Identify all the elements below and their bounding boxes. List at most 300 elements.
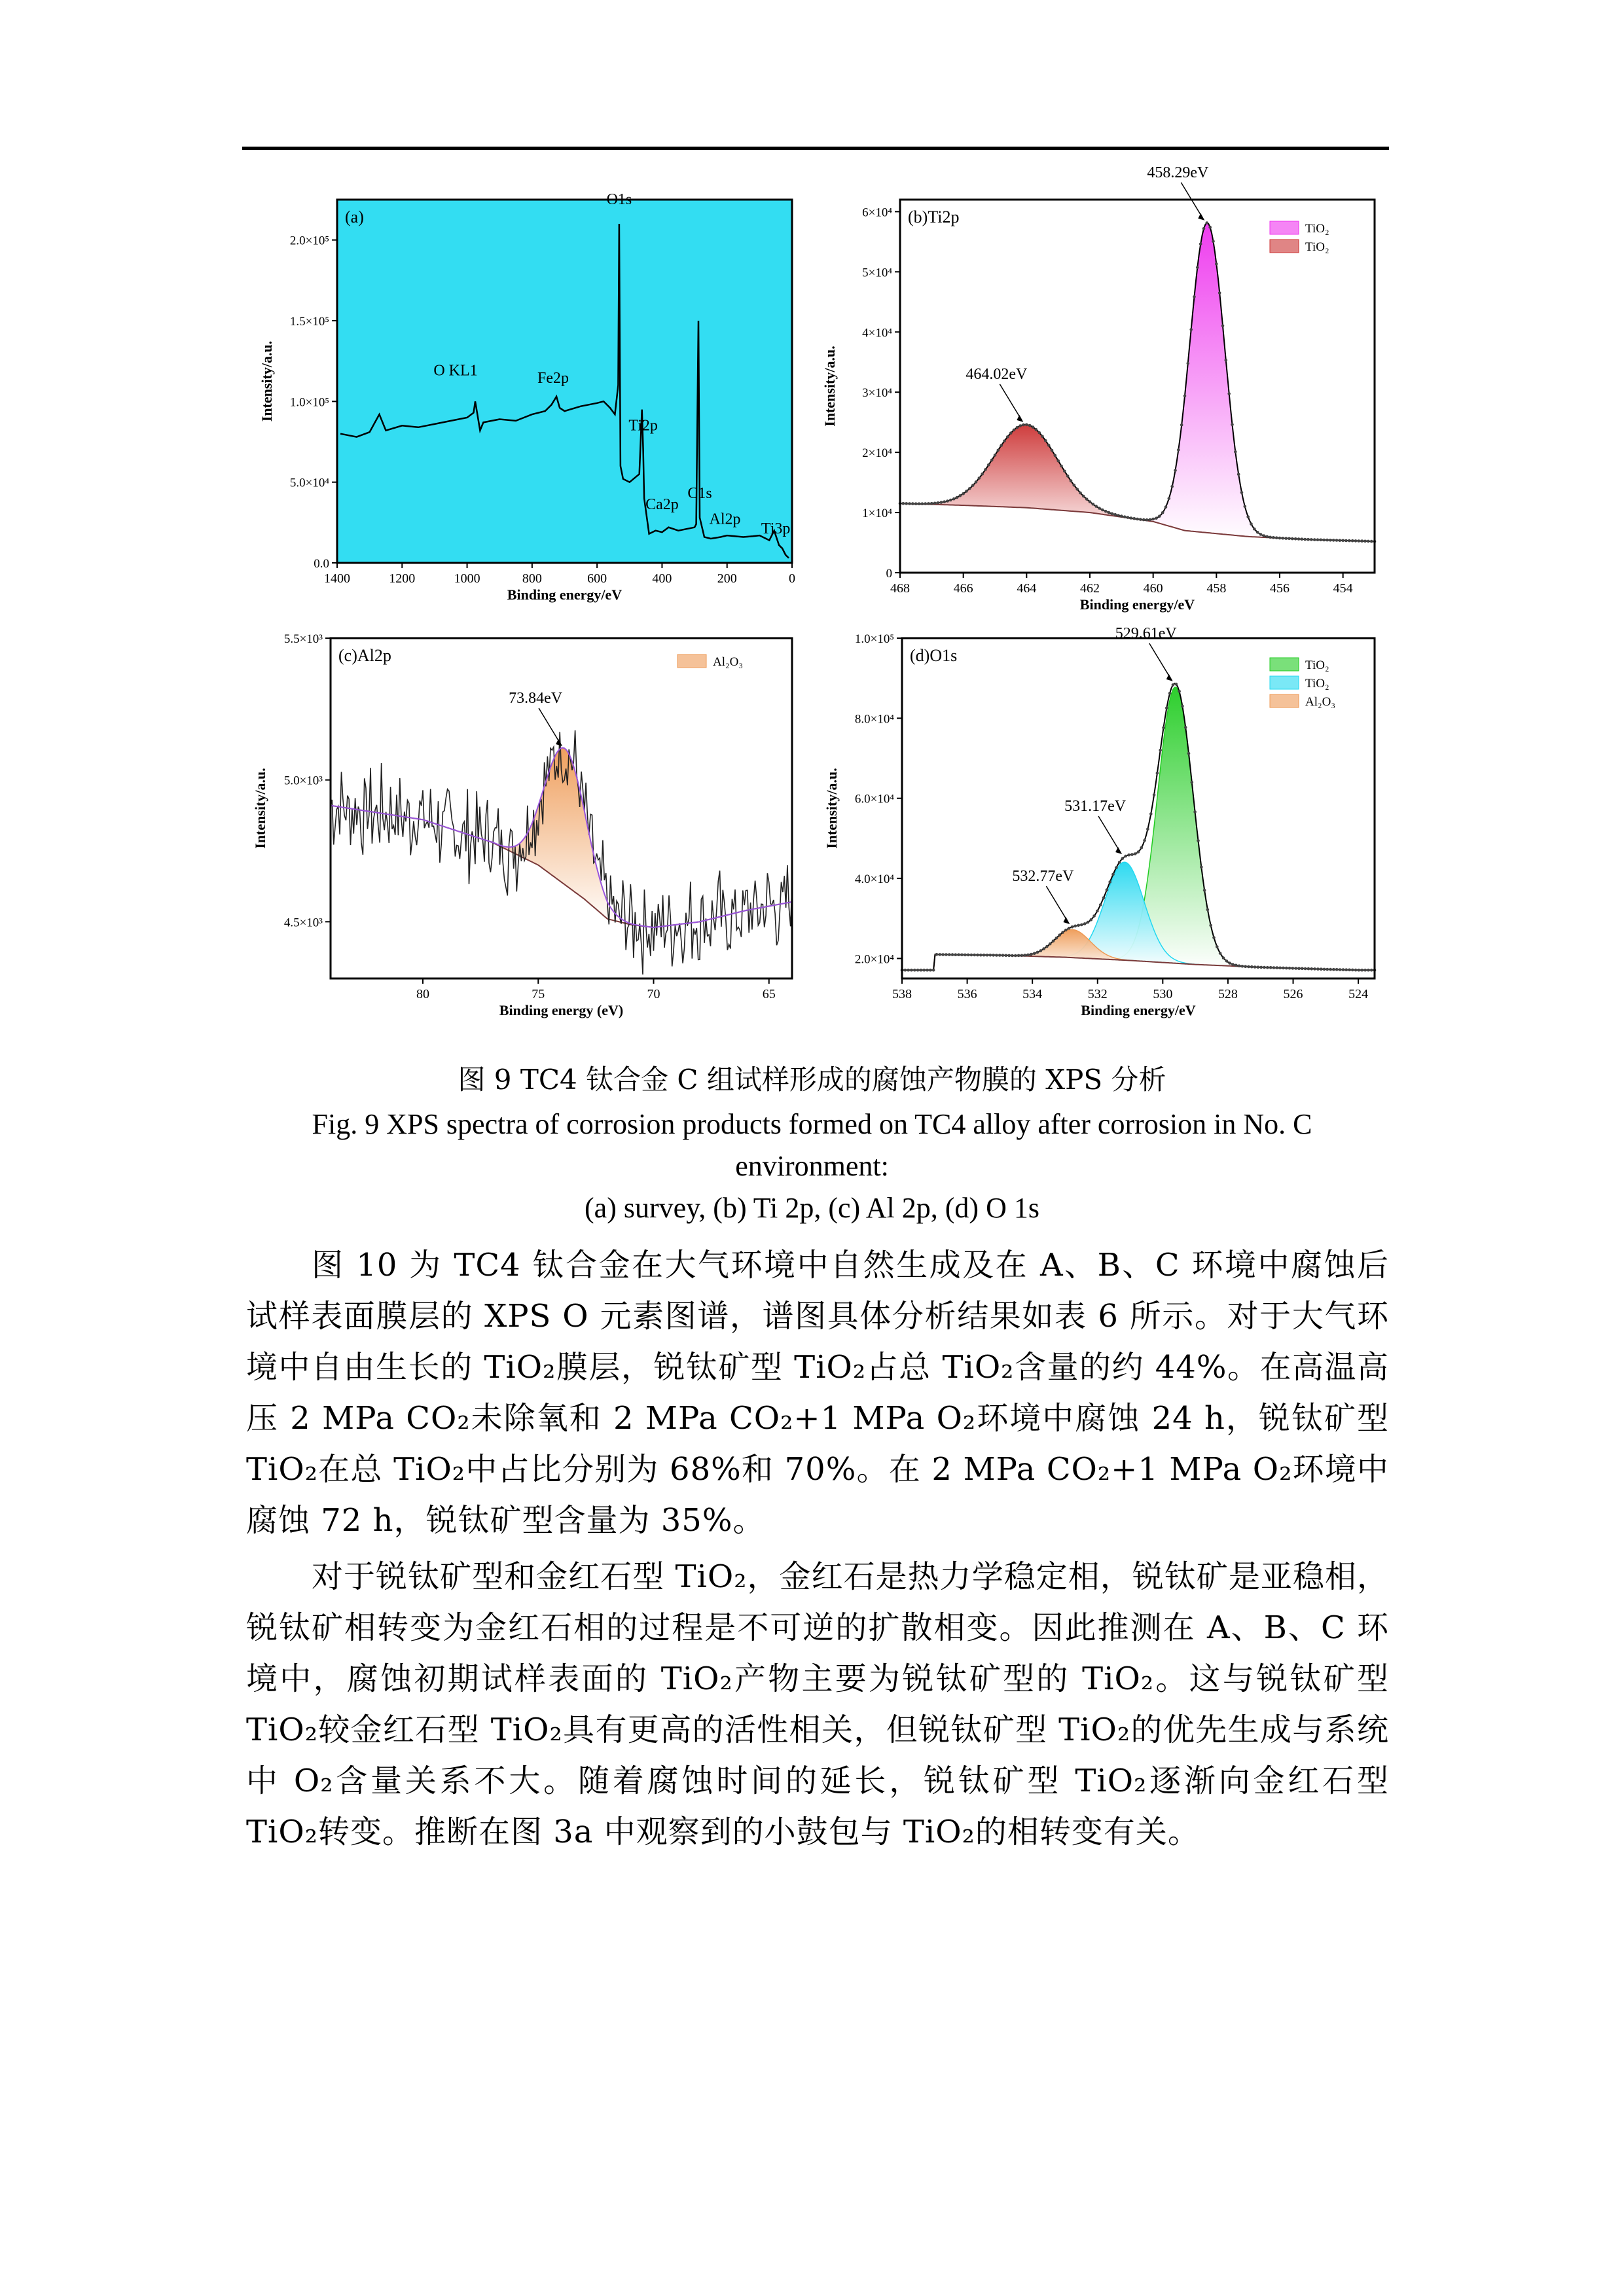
- peak-annotation: Ti3p: [761, 520, 791, 537]
- data-point: [992, 954, 995, 957]
- data-point: [976, 954, 979, 957]
- data-point: [997, 449, 1000, 452]
- data-point: [1348, 969, 1351, 972]
- data-point: [1158, 514, 1161, 518]
- data-point: [970, 954, 973, 957]
- x-tick-label: 468: [890, 581, 910, 596]
- data-point: [1177, 448, 1180, 452]
- data-point: [1183, 395, 1187, 398]
- data-point: [1149, 812, 1153, 816]
- data-point: [922, 969, 926, 972]
- legend-label: TiO₂: [1305, 677, 1329, 691]
- data-point: [940, 501, 943, 504]
- data-point: [1197, 839, 1200, 842]
- y-tick-label: 1.0×10⁵: [854, 632, 894, 646]
- data-point: [1049, 942, 1052, 946]
- data-point: [1134, 852, 1137, 855]
- data-point: [1174, 469, 1177, 473]
- data-point: [908, 502, 911, 505]
- data-point: [1272, 536, 1275, 539]
- x-tick-label: 200: [717, 571, 737, 586]
- data-point: [1244, 505, 1247, 509]
- y-tick-label: 4.5×10³: [283, 916, 323, 930]
- y-tick-label: 2.0×10⁴: [854, 952, 894, 967]
- data-point: [1225, 960, 1229, 963]
- peak-annotation: Fe2p: [537, 370, 569, 387]
- data-point: [1068, 927, 1071, 930]
- data-point: [1099, 903, 1102, 906]
- data-point: [959, 494, 962, 497]
- data-point: [1035, 428, 1038, 431]
- data-point: [1120, 514, 1123, 518]
- data-point: [1367, 540, 1370, 543]
- data-point: [981, 473, 984, 476]
- x-tick-label: 400: [652, 571, 672, 586]
- data-point: [1215, 262, 1218, 266]
- data-point: [943, 500, 946, 503]
- data-point: [1276, 966, 1279, 969]
- data-point: [1335, 539, 1339, 542]
- y-tick-label: 6.0×10⁴: [854, 792, 894, 806]
- x-tick-label: 456: [1270, 581, 1290, 596]
- data-point: [913, 969, 916, 972]
- data-point: [948, 953, 951, 956]
- data-point: [1187, 362, 1190, 365]
- data-point: [1047, 444, 1051, 447]
- data-point: [987, 463, 990, 467]
- data-point: [1060, 465, 1063, 468]
- data-point: [1322, 539, 1326, 542]
- x-tick-label: 1400: [324, 571, 350, 586]
- data-point: [1132, 517, 1136, 520]
- x-tick-label: 1200: [389, 571, 416, 586]
- data-point: [904, 969, 907, 972]
- data-point: [1294, 537, 1297, 541]
- data-point: [1326, 539, 1329, 542]
- data-point: [1363, 969, 1367, 972]
- data-point: [1108, 511, 1111, 514]
- data-point: [1329, 539, 1332, 542]
- data-point: [1153, 793, 1156, 797]
- data-point: [1101, 509, 1104, 512]
- data-point: [1360, 539, 1363, 543]
- ti2p-chart: [818, 164, 1388, 615]
- data-point: [1193, 295, 1196, 298]
- legend-swatch: [1270, 240, 1299, 253]
- x-axis-label: Binding energy/eV: [1079, 596, 1195, 613]
- peak-annotation: 458.29eV: [1147, 164, 1209, 181]
- data-point: [1056, 459, 1060, 463]
- chart-panel-a: [242, 191, 805, 615]
- data-point: [957, 953, 960, 956]
- data-point: [1310, 967, 1313, 971]
- figure-caption-en-line1: Fig. 9 XPS spectra of corrosion products formed on TC4 alloy after corrosion in No. C: [312, 1108, 1312, 1140]
- x-tick-label: 454: [1333, 581, 1353, 596]
- body-paragraph-2: [246, 1551, 1389, 1857]
- data-point: [1335, 968, 1339, 971]
- y-tick-label: 8.0×10⁴: [854, 712, 894, 726]
- data-point: [1196, 266, 1199, 269]
- y-tick-label: 0.0: [314, 557, 329, 571]
- data-point: [975, 480, 978, 484]
- data-point: [1272, 966, 1276, 969]
- y-tick-label: 5.0×10⁴: [289, 476, 329, 490]
- data-point: [1054, 454, 1057, 457]
- data-point: [907, 969, 910, 972]
- data-point: [1344, 539, 1348, 543]
- data-point: [1304, 967, 1307, 971]
- data-point: [1044, 439, 1047, 442]
- y-tick-label: 1×10⁴: [862, 507, 892, 521]
- data-point: [911, 502, 914, 505]
- data-point: [1146, 518, 1149, 522]
- y-axis-label: Intensity/a.u.: [259, 340, 275, 422]
- data-point: [1108, 880, 1111, 884]
- data-point: [1096, 910, 1099, 913]
- x-tick-label: 536: [957, 987, 977, 1001]
- data-point: [949, 499, 952, 502]
- data-point: [1206, 221, 1209, 224]
- data-point: [1297, 967, 1301, 970]
- data-point: [1011, 954, 1014, 958]
- x-tick-label: 800: [522, 571, 542, 586]
- data-point: [1238, 964, 1241, 967]
- y-axis-label: Intensity/a.u.: [821, 346, 838, 427]
- data-point: [994, 454, 997, 457]
- data-point: [932, 969, 935, 972]
- data-point: [1351, 969, 1354, 972]
- data-point: [1136, 518, 1139, 521]
- data-point: [1212, 240, 1215, 243]
- data-point: [1009, 431, 1013, 435]
- data-point: [984, 468, 987, 471]
- data-point: [1341, 539, 1344, 543]
- data-point: [1000, 444, 1003, 447]
- peak-annotation: Ca2p: [645, 496, 679, 514]
- data-point: [1017, 954, 1020, 958]
- data-point: [1130, 516, 1133, 520]
- y-tick-label: 6×10⁴: [862, 206, 892, 220]
- data-point: [1265, 535, 1269, 539]
- data-point: [989, 954, 992, 957]
- data-point: [1061, 931, 1064, 934]
- data-point: [1170, 485, 1174, 488]
- data-point: [1348, 539, 1351, 543]
- legend-label: TiO₂: [1305, 222, 1329, 236]
- data-point: [1278, 537, 1282, 540]
- data-point: [1288, 967, 1291, 970]
- data-point: [1187, 752, 1191, 755]
- legend-swatch: [677, 655, 706, 668]
- data-point: [1351, 539, 1354, 543]
- y-tick-label: 5×10⁴: [862, 266, 892, 280]
- y-axis-label: Intensity/a.u.: [252, 768, 268, 849]
- data-point: [945, 953, 948, 956]
- y-tick-label: 3×10⁴: [862, 386, 892, 401]
- data-point: [1087, 921, 1090, 924]
- data-point: [1023, 954, 1026, 957]
- peak-annotation: C1s: [687, 484, 712, 502]
- data-point: [1089, 500, 1092, 503]
- data-point: [1123, 515, 1127, 518]
- data-point: [1115, 866, 1118, 869]
- data-point: [971, 484, 975, 487]
- x-axis-label: Binding energy (eV): [499, 1002, 624, 1018]
- data-point: [1106, 888, 1109, 891]
- data-point: [1077, 924, 1080, 927]
- data-point: [1137, 850, 1140, 853]
- legend-label: TiO₂: [1305, 658, 1329, 672]
- data-point: [1228, 961, 1231, 965]
- data-point: [1222, 956, 1225, 960]
- data-point: [1161, 511, 1164, 514]
- data-point: [933, 502, 937, 505]
- legend-label: Al₂O₃: [1305, 695, 1335, 709]
- peak-annotation: O1s: [606, 191, 632, 208]
- data-point: [1058, 933, 1061, 937]
- x-tick-label: 80: [416, 987, 429, 1001]
- data-point: [1184, 726, 1187, 729]
- panel-title: (a): [345, 207, 364, 226]
- data-point: [1051, 449, 1054, 452]
- data-point: [1332, 539, 1335, 542]
- data-point: [905, 502, 908, 505]
- data-point: [1030, 953, 1033, 956]
- x-tick-label: 466: [953, 581, 973, 596]
- data-point: [1202, 227, 1206, 230]
- data-point: [935, 953, 939, 956]
- x-tick-label: 65: [762, 987, 776, 1001]
- data-point: [1142, 518, 1146, 522]
- data-point: [1263, 966, 1266, 969]
- data-point: [1275, 536, 1278, 539]
- x-tick-label: 458: [1206, 581, 1227, 596]
- y-tick-label: 1.0×10⁵: [289, 395, 329, 410]
- data-point: [1181, 705, 1184, 708]
- data-point: [1127, 853, 1130, 857]
- legend-swatch: [1270, 694, 1299, 708]
- data-point: [1278, 967, 1282, 970]
- data-point: [927, 502, 930, 505]
- data-point: [1019, 424, 1022, 427]
- data-point: [1127, 516, 1130, 519]
- data-point: [1111, 512, 1114, 516]
- data-point: [1038, 431, 1041, 435]
- data-point: [1193, 810, 1197, 814]
- data-point: [1354, 969, 1358, 972]
- data-point: [1313, 967, 1316, 971]
- figure-caption-en-line2: environment:: [735, 1150, 889, 1182]
- data-point: [1209, 924, 1212, 927]
- data-point: [1363, 540, 1367, 543]
- data-point: [1259, 533, 1263, 536]
- data-point: [1307, 967, 1310, 971]
- data-point: [1066, 475, 1070, 478]
- data-point: [1259, 966, 1263, 969]
- survey-chart: [242, 191, 805, 615]
- data-point: [1104, 510, 1108, 513]
- data-point: [1367, 969, 1370, 972]
- data-point: [1055, 937, 1058, 940]
- y-axis-label: Intensity/a.u.: [823, 768, 840, 849]
- data-point: [1041, 435, 1044, 438]
- data-point: [1250, 965, 1254, 969]
- paragraph-2-text: 对于锐钛矿型和金红石型 TiO₂，金红石是热力学稳定相，锐钛矿是亚稳相，锐钛矿相转变为金红石相的过程是不可逆的扩散相变。因此推测在 A、B、C 环境中，腐蚀初期试样表面的 TiO₂产物主要为锐钛矿型的 TiO₂。这与锐钛矿型 TiO₂较金红石型 TiO₂具有更高的活性相关，但锐钛矿型 TiO₂的优先生成与系统中 O₂含量关系不大。随着腐蚀时间的延长，锐钛矿型 TiO₂逐渐向金红石型 TiO₂转变。推断在图 3a 中观察到的小鼓包与 TiO₂的相转变有关。: [246, 1558, 1389, 1850]
- x-tick-label: 0: [789, 571, 795, 586]
- data-point: [965, 490, 968, 493]
- data-point: [1079, 492, 1082, 495]
- data-point: [1022, 423, 1025, 427]
- peak-annotation: O KL1: [433, 362, 478, 380]
- data-point: [941, 953, 945, 956]
- data-point: [1358, 539, 1361, 543]
- data-point: [951, 953, 954, 956]
- data-point: [1102, 896, 1106, 899]
- data-point: [1039, 949, 1043, 952]
- legend-label: Al₂O₃: [713, 655, 743, 669]
- data-point: [1111, 873, 1115, 876]
- peak-annotation: 529.61eV: [1115, 624, 1177, 642]
- data-point: [1168, 497, 1171, 500]
- data-point: [1342, 968, 1345, 971]
- data-point: [1370, 969, 1373, 972]
- data-point: [1241, 965, 1244, 968]
- data-point: [1285, 967, 1288, 970]
- data-point: [1082, 495, 1085, 498]
- data-point: [1113, 513, 1117, 516]
- data-point: [1316, 967, 1320, 971]
- data-point: [902, 502, 905, 505]
- data-point: [1001, 954, 1005, 957]
- data-point: [946, 499, 949, 503]
- data-point: [1006, 435, 1009, 439]
- x-tick-label: 600: [587, 571, 607, 586]
- plot-background: [900, 200, 1375, 573]
- data-point: [1320, 967, 1323, 971]
- data-point: [998, 954, 1001, 957]
- data-point: [978, 476, 981, 480]
- data-point: [1360, 969, 1363, 972]
- legend-swatch: [1270, 676, 1299, 689]
- data-point: [1071, 925, 1074, 929]
- data-point: [1032, 425, 1035, 429]
- data-point: [1234, 450, 1237, 454]
- data-point: [1250, 522, 1253, 526]
- data-point: [1092, 503, 1095, 506]
- data-point: [1291, 537, 1294, 541]
- data-point: [1092, 914, 1096, 918]
- data-point: [1212, 936, 1216, 939]
- data-point: [1203, 889, 1206, 892]
- data-point: [1263, 534, 1266, 537]
- data-point: [1162, 726, 1165, 730]
- data-point: [1155, 516, 1158, 520]
- data-point: [1042, 947, 1045, 950]
- data-point: [1269, 536, 1272, 539]
- data-point: [929, 969, 932, 972]
- data-point: [1320, 539, 1323, 542]
- data-point: [1124, 855, 1127, 858]
- x-tick-label: 464: [1017, 581, 1037, 596]
- x-tick-label: 460: [1143, 581, 1163, 596]
- data-point: [1121, 857, 1125, 860]
- data-point: [1231, 423, 1234, 427]
- data-point: [939, 953, 942, 956]
- x-tick-label: 530: [1153, 987, 1173, 1001]
- x-axis-label: Binding energy/eV: [1081, 1002, 1196, 1018]
- data-point: [1118, 861, 1121, 864]
- data-point: [1146, 828, 1149, 831]
- data-point: [1316, 538, 1320, 541]
- data-point: [916, 969, 920, 972]
- data-point: [1339, 968, 1342, 971]
- data-point: [937, 501, 940, 505]
- data-point: [1073, 484, 1076, 487]
- panel-title: (c)Al2p: [338, 646, 391, 665]
- data-point: [1005, 954, 1008, 958]
- data-point: [1266, 966, 1269, 969]
- data-point: [1237, 473, 1240, 476]
- data-point: [1075, 488, 1079, 491]
- figure-caption-en: [0, 1103, 1624, 1187]
- data-point: [1064, 929, 1068, 932]
- data-point: [960, 954, 964, 957]
- data-point: [1090, 918, 1093, 922]
- y-tick-label: 2.0×10⁵: [289, 234, 329, 248]
- data-point: [1354, 539, 1358, 543]
- data-point: [954, 953, 958, 956]
- paragraph-1-text: 图 10 为 TC4 钛合金在大气环境中自然生成及在 A、B、C 环境中腐蚀后试样表面膜层的 XPS O 元素图谱，谱图具体分析结果如表 6 所示。对于大气环境中自由生长的 TiO₂膜层，锐钛矿型 TiO₂占总 TiO₂含量的约 44%。在高温高压 2 MPa CO₂未除氧和 2 MPa CO₂+1 MPa O₂环境中腐蚀 24 h，锐钛矿型 TiO₂在总 TiO₂中占比分别为 68%和 70%。在 2 MPa CO₂+1 MPa O₂环境中腐蚀 72 h，锐钛矿型含量为 35%。: [246, 1247, 1389, 1539]
- x-tick-label: 534: [1022, 987, 1043, 1001]
- body-paragraph-1: [246, 1240, 1389, 1546]
- data-point: [1294, 967, 1297, 970]
- peak-annotation: Al2p: [709, 511, 741, 528]
- peak-annotation: Ti2p: [628, 417, 658, 435]
- data-point: [1235, 964, 1238, 967]
- data-point: [1358, 969, 1361, 972]
- data-point: [1257, 965, 1260, 969]
- data-point: [1219, 952, 1222, 955]
- data-point: [1216, 945, 1219, 948]
- y-tick-label: 1.5×10⁵: [289, 315, 329, 329]
- data-point: [1247, 965, 1250, 969]
- data-point: [1149, 518, 1152, 522]
- data-point: [1156, 772, 1159, 775]
- chart-panel-b: [818, 164, 1388, 615]
- data-point: [1025, 423, 1028, 427]
- data-point: [1253, 528, 1256, 531]
- data-point: [1191, 781, 1194, 784]
- data-point: [910, 969, 913, 972]
- data-point: [1189, 328, 1193, 331]
- data-point: [1020, 954, 1024, 958]
- data-point: [1227, 392, 1231, 395]
- data-point: [1083, 922, 1087, 925]
- data-point: [1307, 538, 1310, 541]
- data-point: [924, 502, 927, 505]
- data-point: [1151, 518, 1155, 521]
- data-point: [1301, 537, 1304, 541]
- al2p-chart: [242, 628, 805, 1041]
- legend-swatch: [1270, 221, 1299, 234]
- data-point: [1291, 967, 1295, 970]
- data-point: [1244, 965, 1247, 968]
- data-point: [1036, 951, 1039, 954]
- data-point: [921, 502, 924, 505]
- data-point: [1254, 965, 1257, 969]
- legend-label: TiO₂: [1305, 240, 1329, 254]
- data-point: [1070, 479, 1073, 482]
